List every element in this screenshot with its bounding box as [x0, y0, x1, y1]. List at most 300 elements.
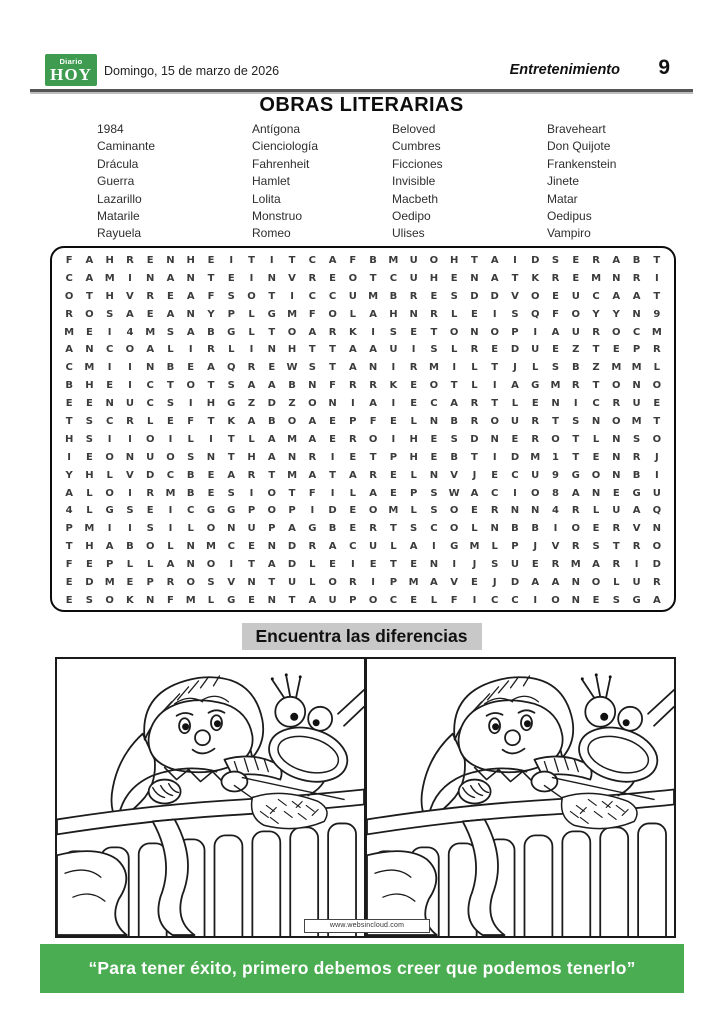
wordsearch-letter: O: [368, 594, 378, 606]
wordsearch-letter: L: [592, 505, 600, 517]
wordsearch-letter: A: [267, 380, 276, 392]
wordsearch-letter: O: [490, 416, 499, 428]
wordsearch-letter: M: [631, 416, 642, 428]
wordsearch-letter: C: [65, 272, 73, 284]
wordsearch-letter: C: [328, 290, 337, 302]
wordsearch-letter: E: [531, 398, 539, 410]
wordsearch-letter: I: [168, 523, 173, 535]
wordsearch-letter: C: [389, 272, 398, 284]
wordsearch-letter: G: [267, 308, 276, 320]
wordsearch-letter: L: [167, 541, 174, 553]
wordsearch-letter: N: [409, 308, 418, 320]
wordsearch-letter: E: [349, 523, 357, 535]
wordsearch-letter: O: [145, 541, 155, 553]
wordsearch-letter: M: [428, 362, 439, 374]
wordsearch-letter: C: [227, 541, 235, 553]
wordsearch-letter: I: [249, 272, 254, 284]
wordsearch-letter: 1: [552, 451, 559, 463]
word-list-column-2: [252, 121, 392, 243]
wordsearch-letter: T: [167, 380, 174, 392]
wordsearch-letter: U: [632, 577, 641, 589]
wordsearch-letter: T: [389, 559, 397, 571]
wordsearch-letter: A: [612, 290, 621, 302]
wordsearch-letter: U: [247, 523, 256, 535]
wordsearch-letter: E: [85, 326, 93, 338]
wordsearch-letter: C: [65, 362, 73, 374]
wordsearch-letter: L: [410, 469, 417, 481]
wordsearch-row: [59, 324, 667, 342]
wordsearch-letter: S: [126, 505, 134, 517]
word-list-item: Fahrenheit: [252, 156, 310, 171]
wordsearch-letter: D: [287, 559, 297, 571]
wordsearch-letter: L: [511, 398, 519, 410]
wordsearch-letter: S: [430, 487, 438, 499]
wordsearch-letter: F: [329, 380, 336, 392]
wordsearch-letter: V: [632, 523, 641, 535]
wordsearch-letter: C: [491, 487, 499, 499]
wordsearch-letter: O: [206, 559, 216, 571]
wordsearch-letter: H: [389, 308, 398, 320]
wordsearch-letter: P: [511, 326, 519, 338]
wordsearch-letter: S: [207, 577, 215, 589]
wordsearch-letter: M: [84, 362, 95, 374]
wordsearch-letter: R: [632, 541, 641, 553]
wordsearch-letter: N: [612, 469, 621, 481]
wordsearch-letter: U: [612, 505, 621, 517]
wordsearch-letter: L: [390, 541, 397, 553]
wordsearch-letter: G: [450, 541, 459, 553]
wordsearch-letter: T: [268, 326, 276, 338]
wordsearch-letter: U: [652, 487, 661, 499]
wordsearch-letter: Z: [572, 344, 580, 356]
wordsearch-letter: P: [632, 344, 641, 356]
wordsearch-letter: A: [632, 290, 641, 302]
wordsearch-letter: 8: [552, 487, 559, 499]
wordsearch-letter: K: [126, 594, 134, 606]
wordsearch-letter: A: [308, 416, 317, 428]
difference-image-left: [57, 659, 364, 936]
wordsearch-letter: D: [287, 541, 297, 553]
wordsearch-letter: Y: [207, 308, 215, 320]
wordsearch-letter: H: [105, 290, 114, 302]
wordsearch-letter: T: [207, 380, 215, 392]
wordsearch-letter: J: [472, 469, 477, 481]
wordsearch-letter: I: [553, 523, 558, 535]
wordsearch-letter: H: [105, 255, 114, 266]
wordsearch-letter: S: [166, 398, 175, 410]
wordsearch-letter: L: [430, 594, 438, 606]
wordsearch-letter: A: [308, 326, 317, 338]
word-list-item: Frankenstein: [547, 156, 617, 171]
wordsearch-letter: N: [470, 272, 479, 284]
word-list-column-3: [392, 121, 547, 243]
wordsearch-letter: E: [612, 487, 620, 499]
wordsearch-letter: O: [85, 308, 94, 320]
wordsearch-letter: I: [249, 344, 254, 356]
wordsearch-letter: T: [268, 290, 276, 302]
watermark-label: www.websincloud.com: [304, 919, 430, 933]
wordsearch-letter: Y: [65, 469, 73, 481]
wordsearch-letter: D: [146, 469, 155, 481]
wordsearch-letter: I: [391, 433, 396, 445]
wordsearch-letter: M: [591, 272, 602, 284]
wordsearch-letter: U: [632, 398, 641, 410]
wordsearch-letter: E: [491, 344, 499, 356]
wordsearch-letter: R: [369, 469, 377, 481]
wordsearch-letter: I: [188, 398, 193, 410]
wordsearch-letter: N: [368, 362, 378, 374]
wordsearch-letter: I: [533, 594, 538, 606]
wordsearch-letter: T: [329, 469, 336, 481]
wordsearch-letter: T: [65, 416, 73, 428]
wordsearch-letter: R: [470, 344, 479, 356]
wordsearch-row: [59, 538, 667, 556]
wordsearch-letter: S: [389, 326, 397, 338]
wordsearch-letter: R: [308, 541, 317, 553]
wordsearch-letter: L: [86, 487, 93, 499]
wordsearch-letter: N: [571, 594, 580, 606]
wordsearch-letter: U: [510, 416, 520, 428]
wordsearch-letter: B: [65, 380, 73, 392]
wordsearch-letter: E: [592, 523, 600, 535]
wordsearch-letter: V: [551, 541, 560, 553]
wordsearch-letter: O: [612, 380, 621, 392]
wordsearch-letter: E: [248, 594, 255, 606]
wordsearch-letter: I: [432, 541, 436, 553]
wordsearch-letter: O: [105, 594, 114, 606]
wordsearch-letter: O: [186, 577, 195, 589]
wordsearch-letter: A: [166, 308, 175, 320]
wordsearch-letter: I: [654, 272, 659, 284]
wordsearch-letter: E: [552, 290, 559, 302]
logo-diario-text: Diario: [59, 57, 83, 66]
wordsearch-letter: E: [450, 272, 458, 284]
wordsearch-letter: F: [65, 255, 73, 266]
wordsearch-letter: 4: [65, 505, 73, 517]
wordsearch-letter: A: [511, 380, 519, 392]
wordsearch-letter: M: [530, 451, 541, 463]
section-title: Entretenimiento: [509, 62, 620, 78]
wordsearch-letter: E: [592, 451, 600, 463]
wordsearch-letter: H: [287, 344, 297, 356]
wordsearch-letter: O: [551, 433, 560, 445]
word-list-item: Invisible: [392, 174, 436, 189]
wordsearch-letter: O: [247, 290, 256, 302]
wordsearch-letter: U: [531, 469, 540, 481]
wordsearch-letter: B: [328, 523, 337, 535]
wordsearch-letter: N: [85, 344, 94, 356]
wordsearch-letter: E: [268, 362, 276, 374]
wordsearch-letter: B: [571, 362, 580, 374]
wordsearch-letter: D: [490, 290, 499, 302]
wordsearch-letter: A: [166, 559, 175, 571]
wordsearch-letter: S: [410, 523, 418, 535]
wordsearch-letter: U: [571, 290, 580, 302]
wordsearch-letter: T: [248, 559, 255, 571]
wordsearch-letter: E: [85, 451, 93, 463]
wordsearch-letter: A: [551, 577, 560, 589]
wordsearch-letter: E: [511, 433, 519, 445]
word-list-item: Matar: [547, 191, 578, 206]
wordsearch-row: [59, 520, 667, 538]
wordsearch-letter: L: [147, 416, 154, 428]
word-list-item: Vampiro: [547, 226, 591, 241]
wordsearch-letter: I: [128, 487, 132, 499]
wordsearch-letter: B: [126, 541, 134, 553]
wordsearch-letter: H: [85, 469, 94, 481]
wordsearch-letter: R: [328, 326, 337, 338]
wordsearch-letter: E: [612, 344, 620, 356]
wordsearch-letter: L: [471, 380, 478, 392]
wordsearch-letter: O: [429, 380, 439, 392]
wordsearch-letter: P: [349, 416, 357, 428]
wordsearch-letter: H: [186, 255, 195, 266]
wordsearch-letter: S: [592, 541, 600, 553]
wordsearch-letter: G: [571, 469, 580, 481]
wordsearch-letter: T: [227, 451, 235, 463]
wordsearch-letter: P: [288, 505, 296, 517]
wordsearch-letter: A: [146, 344, 155, 356]
wordsearch-letter: S: [227, 380, 235, 392]
wordsearch-letter: I: [391, 398, 396, 410]
wordsearch-letter: T: [248, 255, 255, 266]
wordsearch-letter: S: [511, 308, 519, 320]
wordsearch-letter: E: [85, 398, 93, 410]
wordsearch-letter: S: [227, 487, 235, 499]
differences-title: Encuentra las diferencias: [255, 626, 468, 646]
wordsearch-letter: F: [65, 559, 73, 571]
word-list-item: Antígona: [252, 122, 301, 136]
wordsearch-letter: B: [450, 416, 458, 428]
wordsearch-letter: M: [206, 541, 216, 553]
wordsearch-letter: E: [471, 308, 478, 320]
wordsearch-letter: 4: [126, 326, 134, 338]
wordsearch-letter: P: [268, 523, 276, 535]
wordsearch-letter: S: [146, 523, 154, 535]
wordsearch-letter: A: [65, 344, 73, 356]
wordsearch-letter: D: [85, 577, 94, 589]
wordsearch-letter: W: [448, 487, 460, 499]
wordsearch-letter: I: [107, 362, 112, 374]
wordsearch-letter: O: [449, 326, 459, 338]
wordsearch-letter: L: [248, 326, 255, 338]
wordsearch-letter: N: [105, 398, 114, 410]
wordsearch-letter: M: [185, 594, 196, 606]
wordsearch-letter: R: [592, 255, 600, 266]
wordsearch-letter: I: [391, 362, 396, 374]
wordsearch-letter: Y: [592, 308, 600, 320]
wordsearch-letter: O: [368, 433, 378, 445]
wordsearch-letter: O: [145, 433, 155, 445]
wordsearch-letter: J: [492, 577, 497, 589]
wordsearch-letter: E: [329, 416, 336, 428]
wordsearch-letter: F: [349, 255, 357, 266]
wordsearch-letter: E: [410, 398, 418, 410]
wordsearch-letter: D: [328, 505, 337, 517]
word-list-item: Monstruo: [252, 209, 303, 224]
wordsearch-letter: L: [248, 308, 255, 320]
wordsearch-letter: D: [510, 577, 520, 589]
wordsearch-letter: R: [369, 523, 377, 535]
wordsearch-letter: F: [167, 594, 174, 606]
wordsearch-letter: I: [67, 451, 71, 463]
wordsearch-letter: I: [290, 290, 294, 302]
wordsearch-letter: I: [492, 451, 497, 463]
wordsearch-letter: T: [592, 344, 600, 356]
wordsearch-letter: A: [348, 344, 357, 356]
wordsearch-letter: I: [188, 344, 193, 356]
wordsearch-letter: S: [572, 416, 580, 428]
wordsearch-letter: A: [652, 594, 661, 606]
wordsearch-letter: G: [227, 398, 236, 410]
wordsearch-letter: E: [389, 469, 397, 481]
wordsearch-letter: C: [308, 290, 316, 302]
wordsearch-letter: E: [471, 505, 478, 517]
wordsearch-letter: E: [572, 272, 580, 284]
wordsearch-letter: J: [472, 559, 477, 571]
wordsearch-letter: R: [612, 559, 621, 571]
wordsearch-letter: M: [104, 272, 115, 284]
wordsearch-letter: N: [308, 380, 317, 392]
wordsearch-letter: I: [371, 326, 375, 338]
wordsearch-letter: N: [146, 362, 155, 374]
wordsearch-letter: N: [591, 416, 601, 428]
wordsearch-row: [59, 395, 667, 413]
wordsearch-letter: S: [85, 433, 93, 445]
wordsearch-letter: O: [652, 541, 662, 553]
wordsearch-letter: E: [329, 433, 336, 445]
wordsearch-letter: N: [490, 433, 499, 445]
wordsearch-letter: U: [369, 541, 378, 553]
wordsearch-letter: M: [388, 505, 399, 517]
wordsearch-letter: M: [145, 326, 156, 338]
wordsearch-letter: O: [490, 326, 499, 338]
wordsearch-letter: 9: [653, 308, 661, 320]
wordsearch-letter: I: [350, 559, 355, 571]
wordsearch-letter: T: [65, 541, 73, 553]
wordsearch-letter: I: [269, 255, 274, 266]
wordsearch-letter: U: [348, 290, 357, 302]
wordsearch-letter: I: [452, 362, 457, 374]
wordsearch-letter: E: [227, 272, 235, 284]
wordsearch-letter: I: [513, 255, 517, 266]
wordsearch-letter: L: [471, 523, 478, 535]
wordsearch-letter: L: [613, 577, 620, 589]
wordsearch-letter: N: [125, 451, 135, 463]
wordsearch-letter: Z: [592, 362, 600, 374]
word-list-item: Cienciología: [252, 139, 319, 154]
wordsearch-letter: O: [368, 505, 378, 517]
word-list-item: Oedipo: [392, 209, 431, 224]
wordsearch-letter: T: [471, 451, 478, 463]
wordsearch-letter: D: [470, 433, 479, 445]
wordsearch-letter: T: [308, 344, 316, 356]
wordsearch-letter: E: [349, 451, 357, 463]
wordsearch-letter: B: [267, 416, 276, 428]
wordsearch-row: [59, 270, 667, 288]
wordsearch-letter: N: [186, 541, 195, 553]
wordsearch-letter: D: [470, 290, 479, 302]
wordsearch-letter: R: [146, 290, 155, 302]
wordsearch-letter: D: [510, 451, 520, 463]
wordsearch-letter: T: [268, 469, 276, 481]
wordsearch-letter: L: [167, 344, 174, 356]
wordsearch-letter: T: [389, 523, 397, 535]
wordsearch-letter: L: [207, 594, 215, 606]
wordsearch-letter: C: [308, 255, 316, 266]
wordsearch-letter: A: [369, 308, 377, 320]
wordsearch-letter: T: [288, 255, 296, 266]
wordsearch-letter: F: [308, 487, 316, 499]
wordsearch-letter: R: [490, 505, 499, 517]
wordsearch-letter: F: [187, 416, 195, 428]
wordsearch-letter: H: [409, 433, 418, 445]
wordsearch-letter: H: [206, 398, 216, 410]
wordsearch-letter: E: [126, 577, 134, 589]
wordsearch-letter: A: [551, 326, 560, 338]
wordsearch-letter: A: [409, 541, 418, 553]
wordsearch-letter: S: [551, 362, 560, 374]
wordsearch-letter: E: [552, 344, 559, 356]
diario-hoy-logo: [45, 54, 97, 86]
word-list-item: Cumbres: [392, 139, 441, 154]
differences-title-band: [241, 623, 481, 650]
wordsearch-letter: E: [167, 290, 174, 302]
wordsearch-row: [59, 467, 667, 485]
wordsearch-letter: M: [388, 255, 399, 266]
wordsearch-letter: B: [369, 255, 377, 266]
wordsearch-letter: O: [105, 451, 114, 463]
wordsearch-letter: P: [349, 594, 357, 606]
wordsearch-letter: I: [128, 362, 132, 374]
wordsearch-letter: L: [410, 416, 417, 428]
wordsearch-letter: T: [612, 541, 620, 553]
wordsearch-letter: F: [552, 308, 559, 320]
wordsearch-letter: H: [85, 380, 94, 392]
wordsearch-letter: M: [611, 362, 622, 374]
wordsearch-letter: E: [85, 559, 93, 571]
wordsearch-letter: R: [571, 380, 580, 392]
word-list-item: 1984: [97, 122, 124, 136]
wordsearch-letter: G: [105, 505, 114, 517]
wordsearch-letter: T: [268, 577, 276, 589]
wordsearch-letter: S: [430, 505, 438, 517]
wordsearch-row: [59, 341, 667, 359]
wordsearch-letter: N: [429, 469, 439, 481]
wordsearch-letter: E: [471, 577, 478, 589]
wordsearch-letter: T: [491, 398, 499, 410]
wordsearch-letter: L: [228, 344, 235, 356]
wordsearch-letter: A: [166, 272, 175, 284]
wordsearch-letter: A: [592, 559, 600, 571]
wordsearch-letter: O: [591, 469, 601, 481]
wordsearch-letter: L: [248, 433, 255, 445]
wordsearch-letter: E: [146, 308, 154, 320]
wordsearch-letter: Y: [612, 308, 620, 320]
wordsearch-letter: E: [430, 290, 438, 302]
wordsearch-letter: N: [551, 398, 560, 410]
wordsearch-letter: I: [107, 326, 112, 338]
wordsearch-letter: A: [308, 433, 317, 445]
wordsearch-letter: E: [167, 416, 174, 428]
wordsearch-letter: A: [348, 362, 357, 374]
wordsearch-letter: N: [510, 505, 520, 517]
wordsearch-letter: R: [612, 523, 621, 535]
wordsearch-letter: P: [65, 523, 73, 535]
wordsearch-letter: K: [389, 380, 398, 392]
wordsearch-letter: C: [146, 398, 154, 410]
wordsearch-letter: T: [369, 451, 377, 463]
